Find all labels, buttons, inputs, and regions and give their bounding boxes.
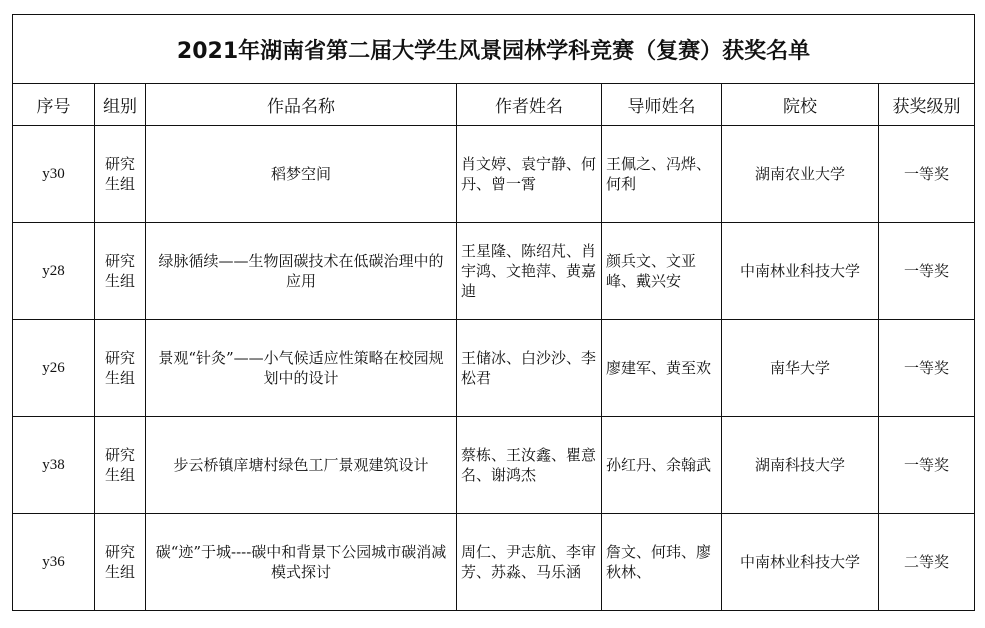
award-table xyxy=(12,14,975,611)
school-cell: 中南林业科技大学 xyxy=(722,223,879,320)
work-cell: 景观“针灸”——小气候适应性策略在校园规划中的设计 xyxy=(146,320,457,417)
school-cell: 湖南农业大学 xyxy=(722,126,879,223)
header-authors: 作者姓名 xyxy=(457,84,602,126)
award-cell: 一等奖 xyxy=(879,126,975,223)
tutors-cell: 孙红丹、余翰武 xyxy=(602,417,722,514)
group-cell: 研究生组 xyxy=(95,514,146,611)
seq-cell: y26 xyxy=(13,320,95,417)
award-cell: 一等奖 xyxy=(879,223,975,320)
header-award: 获奖级别 xyxy=(879,84,975,126)
page-title: 2021年湖南省第二届大学生风景园林学科竞赛（复赛）获奖名单 xyxy=(13,15,975,84)
school-cell: 湖南科技大学 xyxy=(722,417,879,514)
header-group: 组别 xyxy=(95,84,146,126)
work-cell: 绿脉循续——生物固碳技术在低碳治理中的应用 xyxy=(146,223,457,320)
seq-cell: y28 xyxy=(13,223,95,320)
header-school: 院校 xyxy=(722,84,879,126)
school-cell: 中南林业科技大学 xyxy=(722,514,879,611)
group-cell: 研究生组 xyxy=(95,417,146,514)
tutors-cell: 王佩之、冯烨、何利 xyxy=(602,126,722,223)
header-seq: 序号 xyxy=(13,84,95,126)
group-cell: 研究生组 xyxy=(95,223,146,320)
authors-cell: 王星隆、陈绍芃、肖宇鸿、文艳萍、黄嘉迪 xyxy=(457,223,602,320)
authors-cell: 肖文婷、袁宁静、何丹、曾一霄 xyxy=(457,126,602,223)
table-row xyxy=(13,223,975,320)
table-row xyxy=(13,514,975,611)
group-cell: 研究生组 xyxy=(95,320,146,417)
school-cell: 南华大学 xyxy=(722,320,879,417)
work-cell: 碳“迹”于城----碳中和背景下公园城市碳消减模式探讨 xyxy=(146,514,457,611)
award-cell: 一等奖 xyxy=(879,417,975,514)
authors-cell: 王储冰、白沙沙、李松君 xyxy=(457,320,602,417)
table-row xyxy=(13,126,975,223)
award-cell: 二等奖 xyxy=(879,514,975,611)
header-row xyxy=(13,84,975,126)
header-work: 作品名称 xyxy=(146,84,457,126)
authors-cell: 蔡栋、王汝鑫、瞿意名、谢鸿杰 xyxy=(457,417,602,514)
work-cell: 稻梦空间 xyxy=(146,126,457,223)
authors-cell: 周仁、尹志航、李审芳、苏淼、马乐涵 xyxy=(457,514,602,611)
tutors-cell: 颜兵文、文亚峰、戴兴安 xyxy=(602,223,722,320)
work-cell: 步云桥镇庠塘村绿色工厂景观建筑设计 xyxy=(146,417,457,514)
table-row xyxy=(13,417,975,514)
tutors-cell: 詹文、何玮、廖秋林、 xyxy=(602,514,722,611)
group-cell: 研究生组 xyxy=(95,126,146,223)
seq-cell: y30 xyxy=(13,126,95,223)
seq-cell: y36 xyxy=(13,514,95,611)
table-row xyxy=(13,320,975,417)
seq-cell: y38 xyxy=(13,417,95,514)
award-cell: 一等奖 xyxy=(879,320,975,417)
header-tutors: 导师姓名 xyxy=(602,84,722,126)
tutors-cell: 廖建军、黄至欢 xyxy=(602,320,722,417)
